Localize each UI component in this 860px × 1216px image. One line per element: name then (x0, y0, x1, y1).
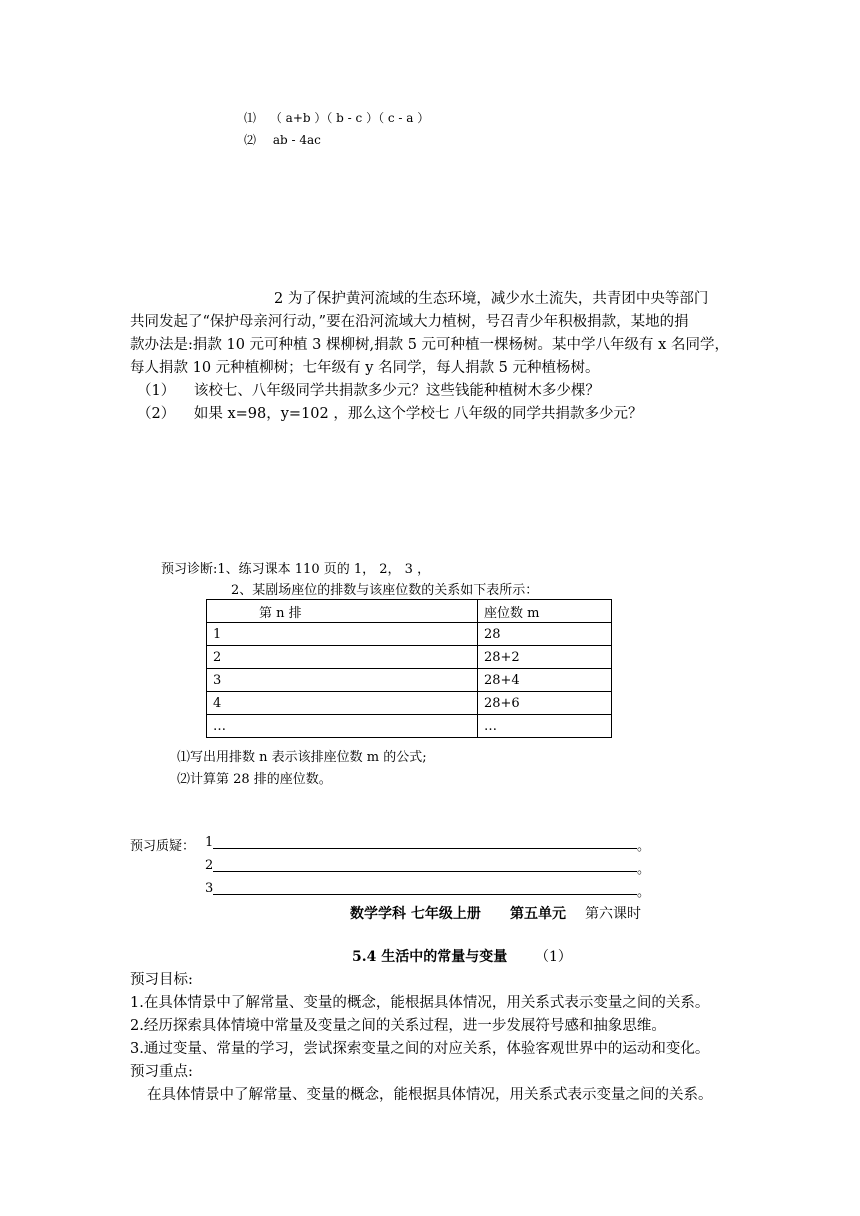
section-title: 5.4 生活中的常量与变量 (352, 949, 508, 965)
table-cell: 28+4 (478, 669, 612, 692)
question-text: 该校七、八年级同学共捐款多少元？这些钱能种植树木多少棵？ (193, 383, 600, 399)
question-line-number-2: 2 (205, 858, 214, 873)
expr-item-text: （ a+b ）（ b - c ）（ c - a ） (269, 111, 430, 125)
seat-table (206, 599, 612, 738)
focus-text: 在具体情景中了解常量、变量的概念，能根据具体情况，用关系式表示变量之间的关系。 (147, 1087, 713, 1103)
expr-item-text: ab - 4ac (272, 133, 321, 147)
goal-item-1: 1.在具体情景中了解常量、变量的概念，能根据具体情况，用关系式表示变量之间的关系。 (130, 995, 710, 1011)
diagnosis-sub-1: ⑴写出用排数 n 表示该排座位数 m 的公式; (177, 750, 427, 765)
table-cell: 2 (207, 646, 478, 669)
diagnosis-line-2: 2、某剧场座位的排数与该座位数的关系如下表所示： (231, 583, 539, 598)
focus-label: 预习重点: (130, 1064, 193, 1080)
questions-label: 预习质疑： (130, 839, 196, 854)
problem-2-line-1: 2 为了保护黄河流域的生态环境，减少水土流失，共青团中央等部门 (274, 291, 709, 307)
goal-item-3: 3.通过变量、常量的学习，尝试探索变量之间的对应关系，体验客观世界中的运动和变化。 (130, 1041, 710, 1057)
table-row (207, 715, 612, 738)
problem-2-question-1 (137, 379, 600, 400)
table-header-cell: 第 n 排 (207, 600, 478, 623)
question-blank-line-1[interactable] (213, 848, 637, 849)
lesson-header-unit: 第五单元 (510, 906, 566, 922)
table-cell: … (207, 715, 478, 738)
question-number: （1） (137, 383, 176, 399)
table-row (207, 669, 612, 692)
question-line-number-3: 3 (205, 881, 214, 896)
goals-label: 预习目标: (130, 972, 193, 988)
table-cell: … (478, 715, 612, 738)
table-cell: 1 (207, 623, 478, 646)
table-header-cell: 座位数 m (478, 600, 612, 623)
goal-item-2: 2.经历探索具体情境中常量及变量之间的关系过程，进一步发展符号感和抽象思维。 (130, 1018, 666, 1034)
problem-2-line-4: 每人捐款 10 元种植柳树；七年级有 y 名同学，每人捐款 5 元种植杨树。 (130, 360, 600, 376)
question-blank-line-3[interactable] (213, 894, 637, 895)
diagnosis-sub-2: ⑵计算第 28 排的座位数。 (177, 772, 332, 787)
expr-item-1 (244, 109, 429, 126)
question-line-number-1: 1 (205, 835, 214, 850)
question-blank-line-2[interactable] (213, 871, 637, 872)
table-cell: 3 (207, 669, 478, 692)
problem-2-line-2: 共同发起了“保护母亲河行动，”要在沿河流域大力植树，号召青少年积极捐款，某地的捐 (130, 314, 689, 330)
problem-2-line-3: 款办法是:捐款 10 元可种植 3 棵柳树,捐款 5 元可种植一棵杨树。某中学八年级有 x 名同学， (130, 337, 729, 353)
table-cell: 28+2 (478, 646, 612, 669)
expr-item-number: ⑵ (244, 133, 257, 147)
expr-item-number: ⑴ (244, 111, 257, 125)
question-text: 如果 x=98，y=102 ，那么这个学校七 八年级的同学共捐款多少元？ (193, 406, 643, 422)
table-cell: 28 (478, 623, 612, 646)
problem-2-question-2 (137, 402, 642, 423)
table-row (207, 623, 612, 646)
question-line-end-3: 。 (637, 885, 651, 900)
expr-item-2 (244, 131, 321, 148)
section-part: （1） (535, 949, 572, 965)
table-cell: 28+6 (478, 692, 612, 715)
question-line-end-1: 。 (637, 839, 651, 854)
lesson-header-lesson: 第六课时 (585, 906, 641, 922)
question-line-end-2: 。 (637, 862, 651, 877)
table-cell: 4 (207, 692, 478, 715)
diagnosis-line-1: 预习诊断:1、练习课本 110 页的 1， 2， 3 ， (161, 562, 431, 577)
lesson-header-subject: 数学学科 七年级上册 (350, 906, 481, 922)
question-number: （2） (137, 406, 176, 422)
table-header-row (207, 600, 612, 623)
table-row (207, 692, 612, 715)
table-row (207, 646, 612, 669)
